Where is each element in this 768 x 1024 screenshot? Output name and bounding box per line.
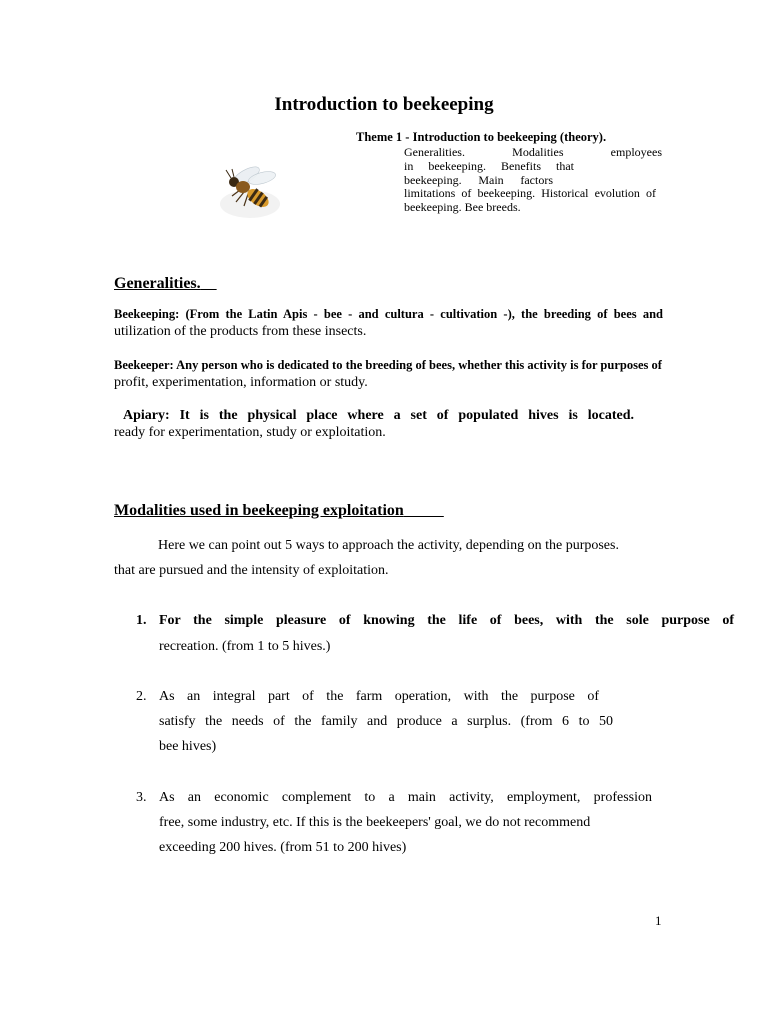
definition-line: Beekeeping: (From the Latin Apis - bee - and cultura - cultivation -), the breeding of bees and (114, 307, 663, 321)
definition-line: Beekeeper: Any person who is dedicated to the breeding of bees, whether this activity is for purposes of (114, 358, 662, 372)
list-item-line: free, some industry, etc. If this is the beekeepers' goal, we do not recommend (159, 815, 591, 830)
list-item-line: satisfy the needs of the family and produce a surplus. (from 6 to 50 (159, 714, 613, 729)
list-item-line: For the simple pleasure of knowing the life of bees, with the sole purpose of (159, 613, 734, 628)
page-number: 1 (655, 913, 662, 928)
list-item-line: recreation. (from 1 to 5 hives.) (159, 639, 331, 654)
list-item-line: As an integral part of the farm operation, with the purpose of (159, 689, 599, 704)
theme-line: beekeeping. Bee breeds. (404, 200, 521, 215)
generalities-heading: Generalities. (114, 275, 201, 292)
modalities-intro-line: Here we can point out 5 ways to approach the activity, depending on the purposes. (158, 538, 619, 553)
document-title: Introduction to beekeeping (274, 94, 494, 115)
theme-heading: Theme 1 - Introduction to beekeeping (theory). (356, 130, 607, 144)
theme-line: beekeeping. Main factors (404, 172, 553, 187)
theme-line: Generalities. Modalities employees (404, 145, 662, 159)
list-item-line: bee hives) (159, 739, 217, 754)
definition-line: Apiary: It is the physical place where a set of populated hives is located. (123, 408, 634, 423)
list-item-line: As an economic complement to a main activity, employment, profession (159, 790, 652, 805)
definition-beekeeper (114, 358, 704, 391)
list-item-number: 2. (136, 689, 147, 704)
bee-icon (210, 160, 290, 222)
theme-line: in beekeeping. Benefits that (404, 158, 574, 173)
definition-line: profit, experimentation, information or study. (114, 375, 368, 390)
list-item-number: 3. (136, 790, 147, 805)
theme-line: limitations of beekeeping. Historical evolution of (404, 186, 656, 201)
theme-description (404, 146, 662, 215)
definition-beekeeping (114, 307, 663, 340)
modalities-intro-line: that are pursued and the intensity of exploitation. (114, 563, 389, 578)
list-item-number: 1. (136, 613, 147, 628)
definition-line: utilization of the products from these insects. (114, 324, 367, 339)
list-item-line: exceeding 200 hives. (from 51 to 200 hives) (159, 840, 407, 855)
modalities-heading: Modalities used in beekeeping exploitation (114, 502, 404, 519)
definition-apiary (114, 408, 634, 441)
definition-line: ready for experimentation, study or exploitation. (114, 425, 386, 440)
